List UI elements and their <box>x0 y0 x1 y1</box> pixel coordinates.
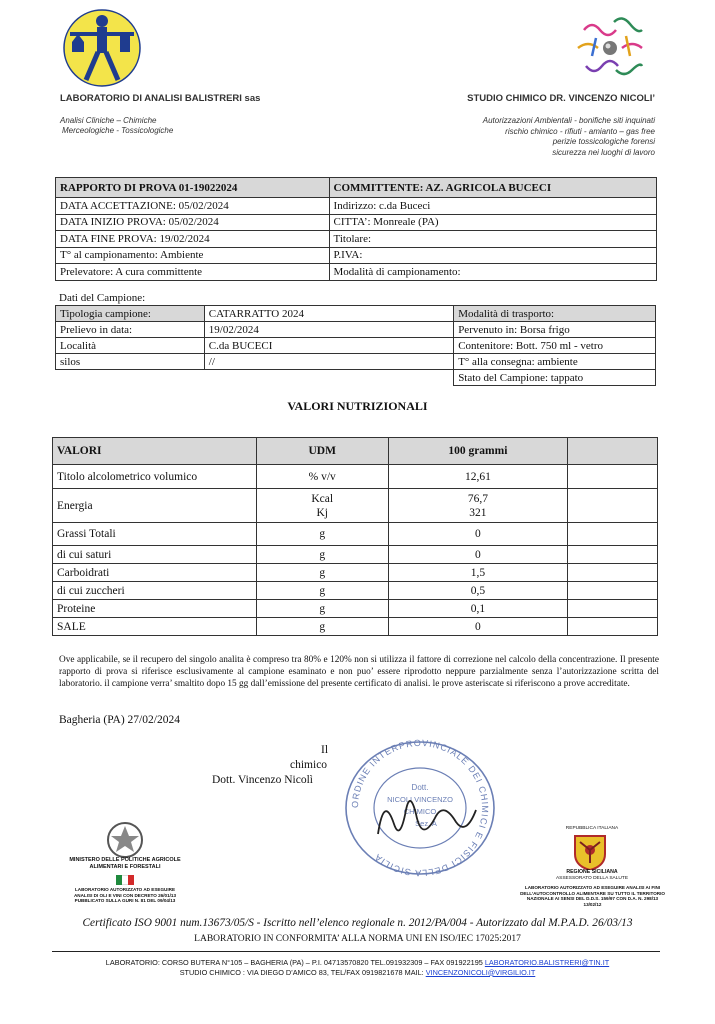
client-name: COMMITTENTE: AZ. AGRICOLA BUCECI <box>329 178 656 198</box>
energy-unit-kcal: Kcal <box>311 492 334 505</box>
nutrient-name: Titolo alcolometrico volumico <box>53 465 257 489</box>
nutrient-value: 0 <box>388 546 568 564</box>
sampling-method: Modalità di campionamento: <box>329 264 656 281</box>
silos-label: silos <box>56 354 205 370</box>
energy-value-kcal: 76,7 <box>467 492 488 505</box>
section-title: VALORI NUTRIZIONALI <box>287 399 428 413</box>
region-department: ASSESSORATO DELLA SALUTE <box>555 876 629 881</box>
studio-service-3: perizie tossicologiche forensi <box>552 137 655 146</box>
report-number: RAPPORTO DI PROVA 01-19022024 <box>56 178 330 198</box>
stamp-ring-text: ORDINE INTERPROVINCIALE DEI CHIMICI E FISICI DELLA SICILIA <box>349 738 491 878</box>
stamp-section: Sez. A <box>415 819 437 828</box>
stamp-role: CHIMICO <box>403 807 437 816</box>
nutrient-name: di cui zuccheri <box>53 582 257 600</box>
handwritten-signature <box>378 801 476 834</box>
laboratory-subtitle-1: Analisi Cliniche – Chimiche <box>60 116 157 125</box>
molecule-logo <box>570 8 650 88</box>
sampling-date-value: 19/02/2024 <box>204 322 453 338</box>
table-row <box>53 600 658 618</box>
italian-flag-icon <box>116 875 134 885</box>
lab-address: LABORATORIO: CORSO BUTERA N°105 – BAGHERIA (PA) – P.I. 04713570820 TEL.091932309 – FAX 091922195 <box>105 958 483 967</box>
sample-caption: Dati del Campione: <box>59 292 146 304</box>
place-date: Bagheria (PA) 27/02/2024 <box>59 714 180 726</box>
nutrient-value: 1,5 <box>388 564 568 582</box>
studio-services <box>483 116 655 158</box>
empty-cell <box>56 370 205 386</box>
client-address: Indirizzo: c.da Buceci <box>329 198 656 215</box>
region-republic: REPUBBLICA ITALIANA <box>565 826 619 831</box>
client-owner: Titolare: <box>329 231 656 248</box>
nutrient-value: 0 <box>388 523 568 546</box>
nutrient-value: 0,1 <box>388 600 568 618</box>
header-values: VALORI <box>53 438 257 465</box>
nutrient-value <box>388 489 568 523</box>
energy-unit-kj: Kj <box>316 506 328 519</box>
received-in: Pervenuto in: Borsa frigo <box>454 322 656 338</box>
nutrient-unit: g <box>256 564 388 582</box>
laboratory-subtitle-2: Merceologiche - Tossicologiche <box>62 126 174 135</box>
nutrient-value: 0 <box>388 618 568 636</box>
nutrient-unit: g <box>256 618 388 636</box>
test-start-date: DATA INIZIO PROVA: 05/02/2024 <box>56 214 330 231</box>
studio-email-link[interactable]: VINCENZONICOLI@VIRGILIO.IT <box>425 967 536 977</box>
table-row <box>53 546 658 564</box>
sampling-temperature: T° al campionamento: Ambiente <box>56 247 330 264</box>
sicily-trinacria-icon <box>571 832 609 870</box>
delivery-temperature: T° alla consegna: ambiente <box>454 354 656 370</box>
studio-address: STUDIO CHIMICO : VIA DIEGO D’AMICO 83, TEL/FAX 0919821678 MAIL: <box>179 967 424 977</box>
studio-service-1: Autorizzazioni Ambientali - bonifiche siti inquinati <box>482 116 655 125</box>
studio-service-2: rischio chimico - rifiuti - amianto – gas free <box>505 126 655 136</box>
stamp-name: NICOLI VINCENZO <box>387 795 453 804</box>
table-row <box>53 523 658 546</box>
energy-value-kj: 321 <box>469 506 487 519</box>
nutrient-name: Proteine <box>53 600 257 618</box>
sample-type-value: CATARRATTO 2024 <box>204 306 453 322</box>
ministry-authorization: LABORATORIO AUTORIZZATO AD ESEGUIRE ANALISI DI OLI E VINI CON DECRETO 26/01/13 PUBBLICATO SULLA GURI N. 81 DEL 09/04/13 <box>73 887 177 904</box>
header-unit: UDM <box>256 438 388 465</box>
sampling-date-label: Prelievo in data: <box>56 322 205 338</box>
sampler: Prelevatore: A cura committente <box>56 264 330 281</box>
nutrient-unit: g <box>256 600 388 618</box>
region-authorization: LABORATORIO AUTORIZZATO AD ESEGUIRE ANALISI AI FINI DELL’AUTOCONTROLLO ALIMENTARE SU TUTTO IL TERRITORIO NAZIONALE AI SENSI DEL D.D.S. 159/97 CON D.A. N. 298/13 13/02/12 <box>520 885 665 907</box>
stamp-dott: Dott. <box>411 783 429 792</box>
nutrient-name: Carboidrati <box>53 564 257 582</box>
nutrition-table <box>52 437 658 636</box>
studio-name: STUDIO CHIMICO DR. VINCENZO NICOLI’ <box>467 93 655 104</box>
footer-contacts <box>0 958 715 977</box>
laboratory-name: LABORATORIO DI ANALISI BALISTRERI sas <box>60 93 261 104</box>
header-per-100g: 100 grammi <box>388 438 568 465</box>
conformity-line: LABORATORIO IN CONFORMITA’ ALLA NORMA UNI EN ISO/IEC 17025:2017 <box>194 934 521 944</box>
nutrient-name: Energia <box>53 489 257 523</box>
nutrient-name: di cui saturi <box>53 546 257 564</box>
empty-cell <box>204 370 453 386</box>
location-value: C.da BUCECI <box>204 338 453 354</box>
sample-table <box>55 305 656 386</box>
test-end-date: DATA FINE PROVA: 19/02/2024 <box>56 231 330 248</box>
certification-line: Certificato ISO 9001 num.13673/05/S - Iscritto nell’elenco regionale n. 2012/PA/004 - Autorizzato dal M.P.A.D. 26/03/13 <box>82 917 633 929</box>
nutrient-unit: g <box>256 582 388 600</box>
footer-line-lab <box>0 958 715 968</box>
client-vat: P.IVA: <box>329 247 656 264</box>
nutrient-unit: % v/v <box>256 465 388 489</box>
container: Contenitore: Bott. 750 ml - vetro <box>454 338 656 354</box>
laboratory-logo <box>62 8 142 88</box>
sample-condition: Stato del Campione: tappato <box>454 370 656 386</box>
table-row <box>53 489 658 523</box>
report-info-table <box>55 177 657 281</box>
client-city: CITTA’: Monreale (PA) <box>329 214 656 231</box>
footer-line-studio <box>0 968 715 978</box>
nutrient-value: 0,5 <box>388 582 568 600</box>
footer-divider <box>52 951 660 952</box>
legal-note: Ove applicabile, se il recupero del singolo analita è compreso tra 80% e 120% non si utilizza il fattore di correzione nel calcolo della concentrazione. Il presente rapporto di prova si riferisce esclusivamente al campione esaminato e non puo’ essere riprodotto neppure parzialmente senza l’autorizzazione scritta del laboratorio. il campione verra’ smaltito dopo 15 gg dall’emissione del presente certificato di analisi. le prove asteriscate si riferiscono a prove accreditate. <box>59 655 659 689</box>
header-empty <box>568 438 658 465</box>
lab-email-link[interactable]: LABORATORIO.BALISTRERI@TIN.IT <box>484 958 610 967</box>
nutrient-unit: g <box>256 546 388 564</box>
location-label: Località <box>56 338 205 354</box>
ministry-name: MINISTERO DELLE POLITICHE AGRICOLE ALIMENTARI E FORESTALI <box>69 857 181 870</box>
studio-service-4: sicurezza nei luoghi di lavoro <box>552 147 655 157</box>
table-row <box>53 564 658 582</box>
sample-type-label: Tipologia campione: <box>56 306 205 322</box>
table-row <box>53 582 658 600</box>
silos-value: // <box>204 354 453 370</box>
table-row <box>53 465 658 489</box>
nutrient-value: 12,61 <box>388 465 568 489</box>
signature-name: Dott. Vincenzo Nicolì <box>212 774 313 786</box>
official-stamp <box>340 738 500 878</box>
nutrient-unit: g <box>256 523 388 546</box>
acceptance-date: DATA ACCETTAZIONE: 05/02/2024 <box>56 198 330 215</box>
transport-mode: Modalità di trasporto: <box>454 306 656 322</box>
nutrient-unit <box>256 489 388 523</box>
table-row <box>53 618 658 636</box>
nutrient-name: Grassi Totali <box>53 523 257 546</box>
nutrient-name: SALE <box>53 618 257 636</box>
signature-il: Il <box>321 744 329 756</box>
signature-role: chimico <box>290 759 328 771</box>
region-name: REGIONE SICILIANA <box>566 869 618 875</box>
